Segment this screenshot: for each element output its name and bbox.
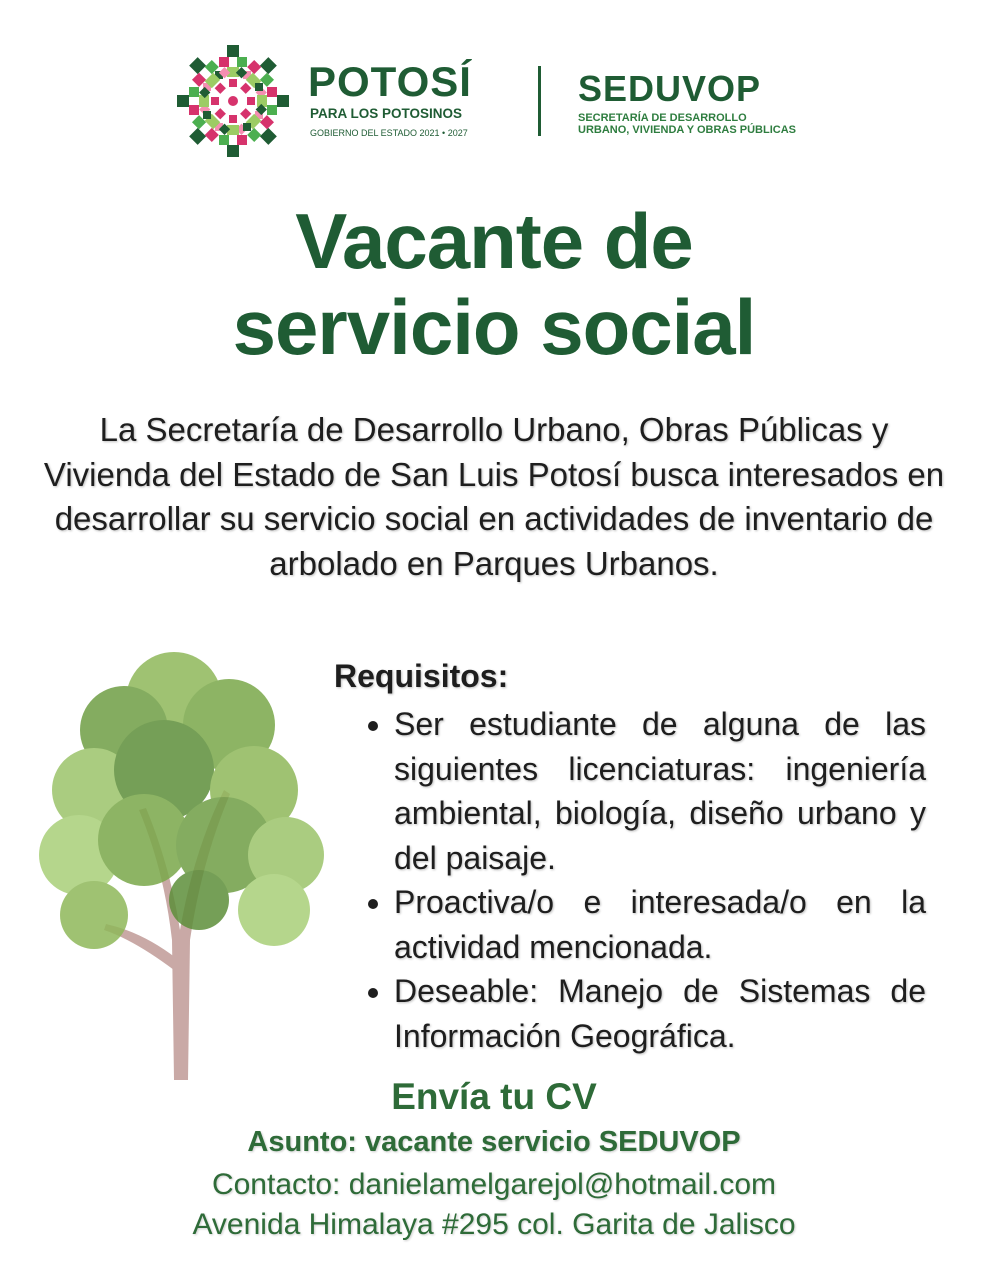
seduvop-subtitle-line2: URBANO, VIVIENDA Y OBRAS PÚBLICAS (578, 124, 796, 136)
cta-title: Envía tu CV (391, 1076, 597, 1117)
requirement-item: • Proactiva/o e interesada/o en la actividad mencionada. (394, 880, 926, 969)
page-title-line2: servicio social (232, 283, 756, 371)
potosi-government: GOBIERNO DEL ESTADO 2021 • 2027 (310, 128, 468, 138)
header (0, 36, 988, 146)
page-title-line1: Vacante de (295, 197, 693, 285)
intro-paragraph: La Secretaría de Desarrollo Urbano, Obras Públicas y Vivienda del Estado de San Luis Potosí busca interesados en desarrollar su servicio social en actividades de inventario de arbolado en Parques Urbanos. (43, 411, 945, 582)
potosi-emblem-icon (172, 40, 294, 162)
header-divider (538, 66, 541, 136)
contact-email[interactable]: Contacto: danielamelgarejol@hotmail.com (211, 1168, 777, 1201)
address: Avenida Himalaya #295 col. Garita de Jalisco (192, 1208, 796, 1241)
seduvop-subtitle-line1: SECRETARÍA DE DESARROLLO (578, 112, 747, 124)
requirements-heading: Requisitos: (334, 658, 509, 694)
requirement-item: • Deseable: Manejo de Sistemas de Información Geográfica. (394, 969, 926, 1058)
page-title (0, 198, 988, 370)
email-subject: Asunto: vacante servicio SEDUVOP (247, 1126, 741, 1158)
requirement-item: • Ser estudiante de alguna de las siguientes licenciaturas: ingeniería ambiental, biología, diseño urbano y del paisaje. (394, 702, 926, 880)
tree-icon (24, 640, 334, 1080)
potosi-subtitle: PARA LOS POTOSINOS (310, 106, 463, 121)
requirements-list (360, 702, 926, 1058)
seduvop-title: SEDUVOP (578, 68, 762, 109)
potosi-title: POTOSÍ (308, 58, 472, 105)
